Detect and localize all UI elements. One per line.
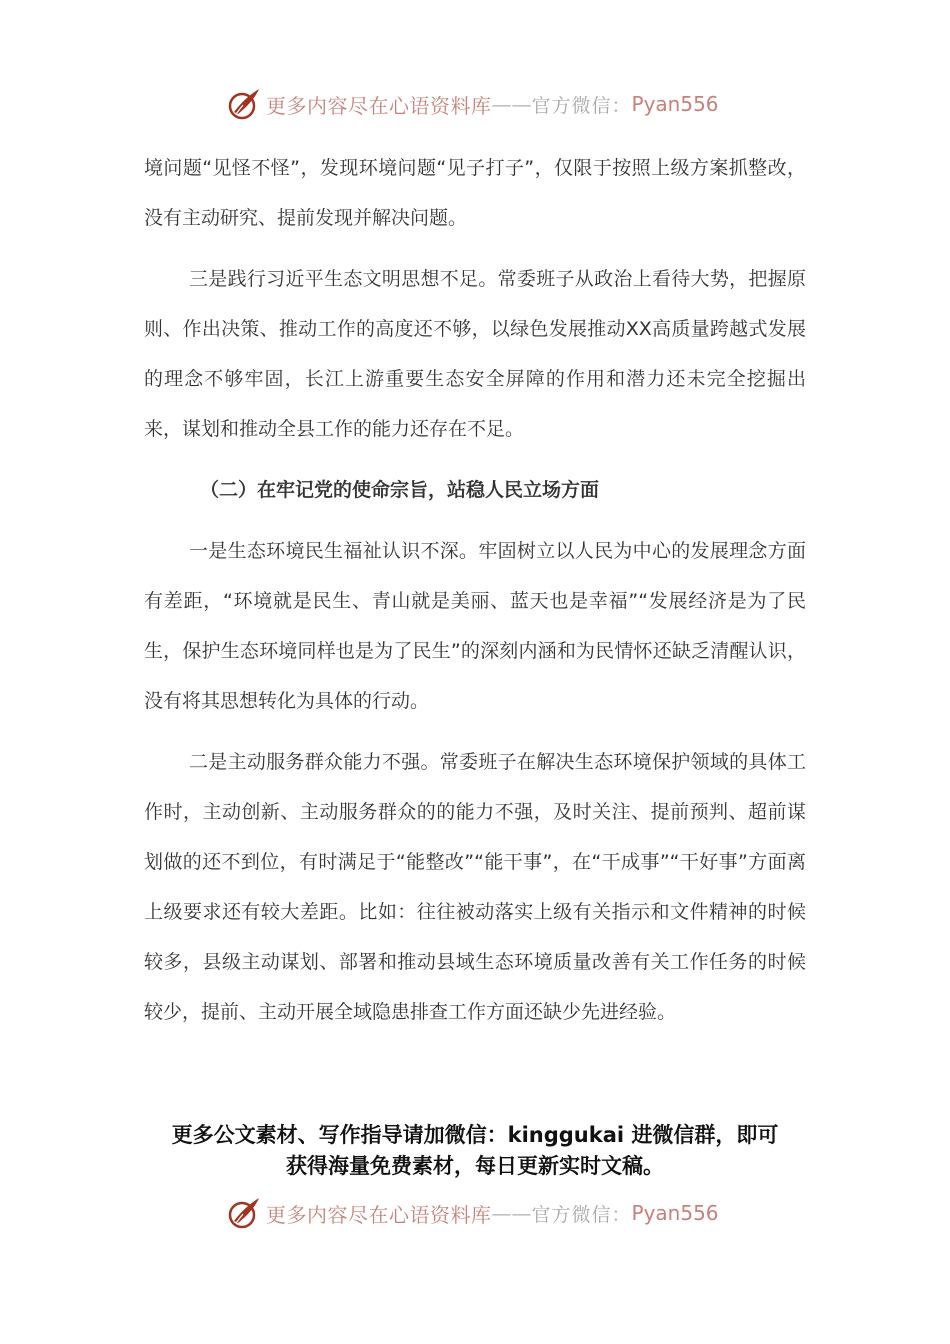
banner-site-text: 更多内容尽在心语资料库 [266, 93, 492, 118]
promo-line-2: 获得海量免费素材，每日更新实时文稿。 [286, 1154, 664, 1178]
document-body [144, 143, 806, 1037]
paragraph-item-3: 三是践行习近平生态文明思想不足。常委班子从政治上看待大势，把握原则、作出决策、推动工作的高度还不够，以绿色发展推动XX高质量跨越式发展的理念不够牢固，长江上游重要生态安全屏障的作用和潜力还未完全挖掘出来，谋划和推动全县工作的能力还存在不足。 [144, 268, 806, 440]
banner-separator: —— [491, 1201, 532, 1225]
paragraph-continuation: 境问题“见怪不怪”，发现环境问题“见子打子”，仅限于按照上级方案抓整改，没有主动研究、提前发现并解决问题。 [144, 157, 806, 229]
promo-line-1: 更多公文素材、写作指导请加微信：kinggukai 进微信群，即可 [171, 1123, 779, 1147]
banner-wechat-id: Pyan556 [631, 92, 719, 116]
paragraph-item-2: 二是主动服务群众能力不强。常委班子在解决生态环境保护领域的具体工作时，主动创新、主动服务群众的的能力不强，及时关注、提前预判、超前谋划做的还不到位，有时满足于“能整改”“能干事”，在“干成事”“干好事”方面离上级要求还有较大差距。比如：往往被动落实上级有关指示和文件精神的时候较多，县级主动谋划、部署和推动县域生态环境质量改善有关工作任务的时候较少，提前、主动开展全域隐患排查工作方面还缺少先进经验。 [144, 751, 806, 1023]
section-heading: （二）在牢记党的使命宗旨，站稳人民立场方面 [200, 479, 600, 501]
quill-logo-icon [226, 1195, 262, 1231]
banner-wechat-label: 官方微信： [531, 1203, 632, 1226]
quill-logo-icon [226, 86, 262, 122]
paragraph-item-1: 一是生态环境民生福祉认识不深。牢固树立以人民为中心的发展理念方面有差距，“环境就是民生、青山就是美丽、蓝天也是幸福”“发展经济是为了民生，保护生态环境同样也是为了民生”的深刻内涵和为民情怀还缺乏清醒认识，没有将其思想转化为具体的行动。 [144, 540, 806, 712]
banner-site-text: 更多内容尽在心语资料库 [266, 1202, 492, 1227]
footer-banner [226, 1193, 719, 1233]
banner-separator: —— [491, 92, 532, 116]
header-banner [226, 84, 719, 124]
banner-wechat-id: Pyan556 [631, 1201, 719, 1225]
banner-wechat-label: 官方微信： [531, 94, 632, 117]
wechat-promo-notice [100, 1120, 850, 1182]
